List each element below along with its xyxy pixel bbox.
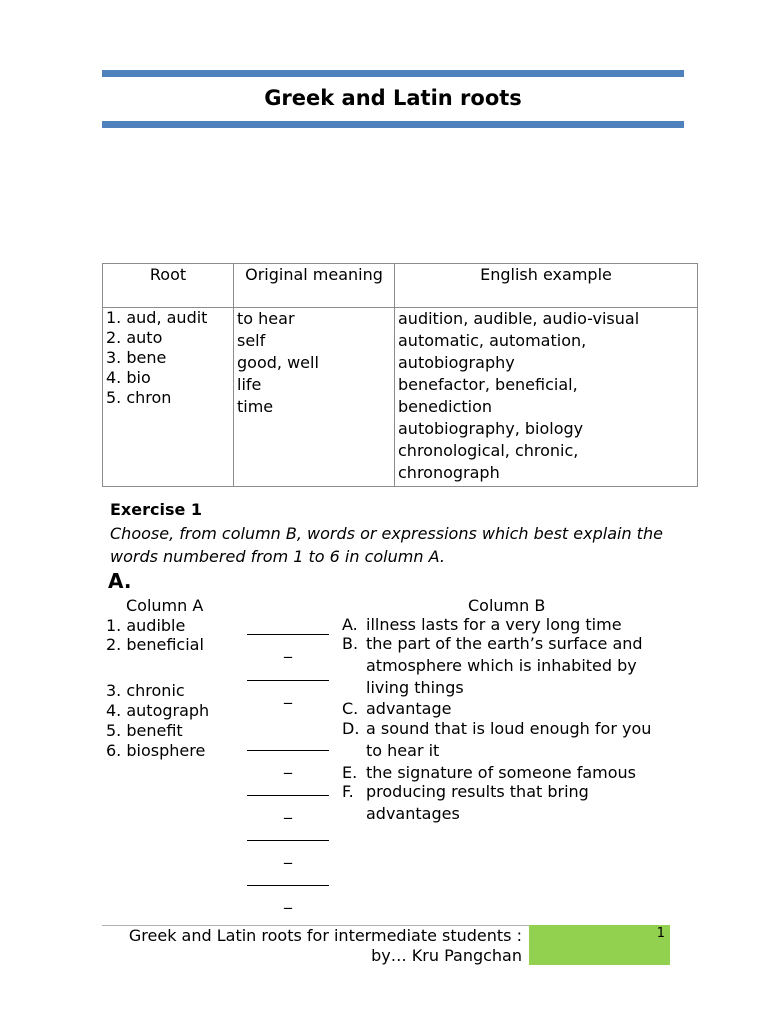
answer-blank-1[interactable]: _ [247,625,329,671]
example-line: audition, audible, audio-visual [398,309,640,328]
table-header-row [103,264,698,308]
column-b-letter: E. [342,763,358,782]
meaning-item: time [237,397,274,416]
column-b-text: the part of the earth’s surface and atmosphere which is inhabited by living things [366,634,643,697]
answer-blank-5[interactable]: _ [247,831,329,877]
example-line: chronological, chronic, [398,441,579,460]
column-b-letter: F. [342,782,354,801]
column-b-text: a sound that is loud enough for you to hear it [366,719,652,760]
meaning-item: good, well [237,353,319,372]
roots-cell [103,308,234,487]
root-item: 4. bio [106,368,151,387]
column-b-header: Column B [468,596,546,615]
header-english-example: English example [395,264,698,308]
example-line: chronograph [398,463,500,482]
column-b-letter: C. [342,699,359,718]
column-b-text: the signature of someone famous [366,763,637,782]
column-a-item: 3. chronic [106,681,185,700]
column-a-header: Column A [126,596,204,615]
column-a-item: 6. biosphere [106,741,206,760]
column-b-letter: A. [342,615,358,634]
header-rule-top [102,70,684,77]
header-root: Root [103,264,234,308]
example-line: autobiography, biology [398,419,584,438]
roots-table [102,263,698,487]
header-rule-bottom [102,121,684,128]
meaning-item: to hear [237,309,295,328]
column-b-text: illness lasts for a very long time [366,615,622,634]
answer-blank-3[interactable]: _ [247,741,329,787]
answer-blank-6[interactable]: _ [247,876,329,922]
answer-blank-4[interactable]: _ [247,786,329,832]
exercise-title: Exercise 1 [110,500,203,519]
column-b-letter: B. [342,634,359,653]
column-b-text: producing results that bring advantages [366,782,589,823]
exercise-instruction: Choose, from column B, words or expressions which best explain the words numbered from 1 to 6 in column A. [110,524,663,566]
column-a-item: 1. audible [106,616,186,635]
meaning-item: life [237,375,262,394]
footer-text: Greek and Latin roots for intermediate students : by… Kru Pangchan [128,926,522,965]
examples-cell [395,308,698,487]
root-item: 3. bene [106,348,167,367]
column-a-item: 5. benefit [106,721,183,740]
header-original-meaning: Original meaning [234,264,395,308]
meanings-cell [234,308,395,487]
column-b-text: advantage [366,699,452,718]
section-label: A. [108,569,132,593]
column-a-item: 2. beneficial [106,635,204,654]
page-number: 1 [656,926,665,941]
root-item: 5. chron [106,388,172,407]
example-line: autobiography [398,353,515,372]
answer-blank-2[interactable]: _ [247,671,329,717]
root-item: 2. auto [106,328,163,347]
column-a-item: 4. autograph [106,701,210,720]
meaning-item: self [237,331,266,350]
column-b-letter: D. [342,719,360,738]
page-title: Greek and Latin roots [264,86,522,110]
root-item: 1. aud, audit [106,308,208,327]
example-line: benediction [398,397,493,416]
example-line: benefactor, beneficial, [398,375,578,394]
table-row [103,308,698,487]
example-line: automatic, automation, [398,331,587,350]
